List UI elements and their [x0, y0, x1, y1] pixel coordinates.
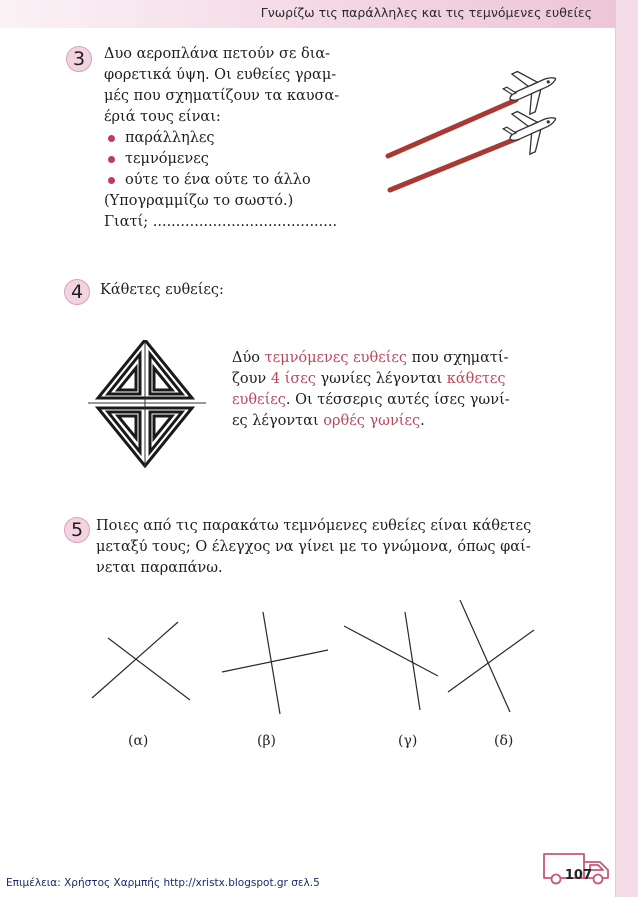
exercise-5-line: Ποιες από τις παρακάτω τεμνόμενες ευθείες είναι κάθετες — [96, 518, 532, 534]
page-number: 107 — [564, 868, 592, 883]
exercise-5-text — [96, 516, 531, 579]
exercise-5-number: 5 — [64, 517, 90, 543]
exercise-3-line: μές που σχηματίζουν τα καυσα- — [104, 88, 340, 104]
line-pair-d — [448, 600, 534, 712]
exercise-3-why-answer-line[interactable]: Γιατί; ........................................ — [104, 214, 338, 230]
bullet-icon — [108, 135, 115, 142]
bullet-icon — [108, 156, 115, 163]
airplane-icon — [499, 60, 560, 120]
option-parallel[interactable]: παράλληλες — [104, 128, 339, 149]
exercise-4-number: 4 — [64, 279, 90, 305]
exercise-3-line: Δυο αεροπλάνα πετούν σε δια- — [104, 46, 331, 62]
term-right-angles: ορθές γωνίες — [323, 413, 421, 429]
intersecting-lines-figures — [80, 598, 580, 728]
exercise-3-line: έριά τους είναι: — [104, 109, 221, 125]
term-four-equal: 4 ίσες — [270, 371, 316, 387]
page-edge-strip — [616, 0, 638, 897]
chapter-title: Γνωρίζω τις παράλληλες και τις τεμνόμενες ευθείες — [260, 5, 592, 20]
option-intersecting[interactable]: τεμνόμενες — [104, 149, 339, 170]
exercise-5-line: νεται παραπάνω. — [96, 560, 223, 576]
bullet-icon — [108, 177, 115, 184]
airplane-icon — [499, 99, 560, 160]
line-pair-c — [344, 612, 438, 710]
airplanes-illustration — [380, 60, 560, 200]
label-a: (α) — [128, 733, 149, 749]
label-b: (β) — [257, 733, 277, 749]
perpendicular-lines-figure — [88, 340, 206, 468]
term-intersecting-lines: τεμνόμενες ευθείες — [264, 350, 408, 366]
page-edge-line — [615, 28, 616, 897]
exercise-3-line: φορετικά ύψη. Οι ευθείες γραμ- — [104, 67, 337, 83]
term-perpendicular: κάθετες — [446, 371, 506, 387]
exercise-3-instruction: (Υπογραμμίζω το σωστό.) — [104, 193, 294, 209]
perpendicular-definition: Δύο τεμνόμενες ευθείες που σχηματί- ζουν 4 ίσες γωνίες λέγονται κάθετες ευθείες. Οι τέσσερις αυτές ίσες γωνί- ες λέγονται ορθές γωνίες. — [232, 350, 510, 429]
label-c: (γ) — [398, 733, 418, 749]
exercise-4-title: Κάθετες ευθείες: — [100, 282, 224, 298]
option-neither[interactable]: ούτε το ένα ούτε το άλλο — [104, 170, 339, 191]
exercise-3-number: 3 — [66, 46, 92, 72]
term-lines: ευθείες — [232, 392, 286, 408]
line-pair-a — [92, 622, 190, 700]
exercise-3-text — [104, 44, 339, 233]
line-pair-b — [222, 612, 328, 714]
exercise-5-line: μεταξύ τους; Ο έλεγχος να γίνει με το γνώμονα, όπως φαί- — [96, 539, 531, 555]
footer-credit: Επιμέλεια: Χρήστος Χαρμπής http://xristx.blogspot.gr σελ.5 — [6, 877, 320, 889]
label-d: (δ) — [494, 733, 514, 749]
